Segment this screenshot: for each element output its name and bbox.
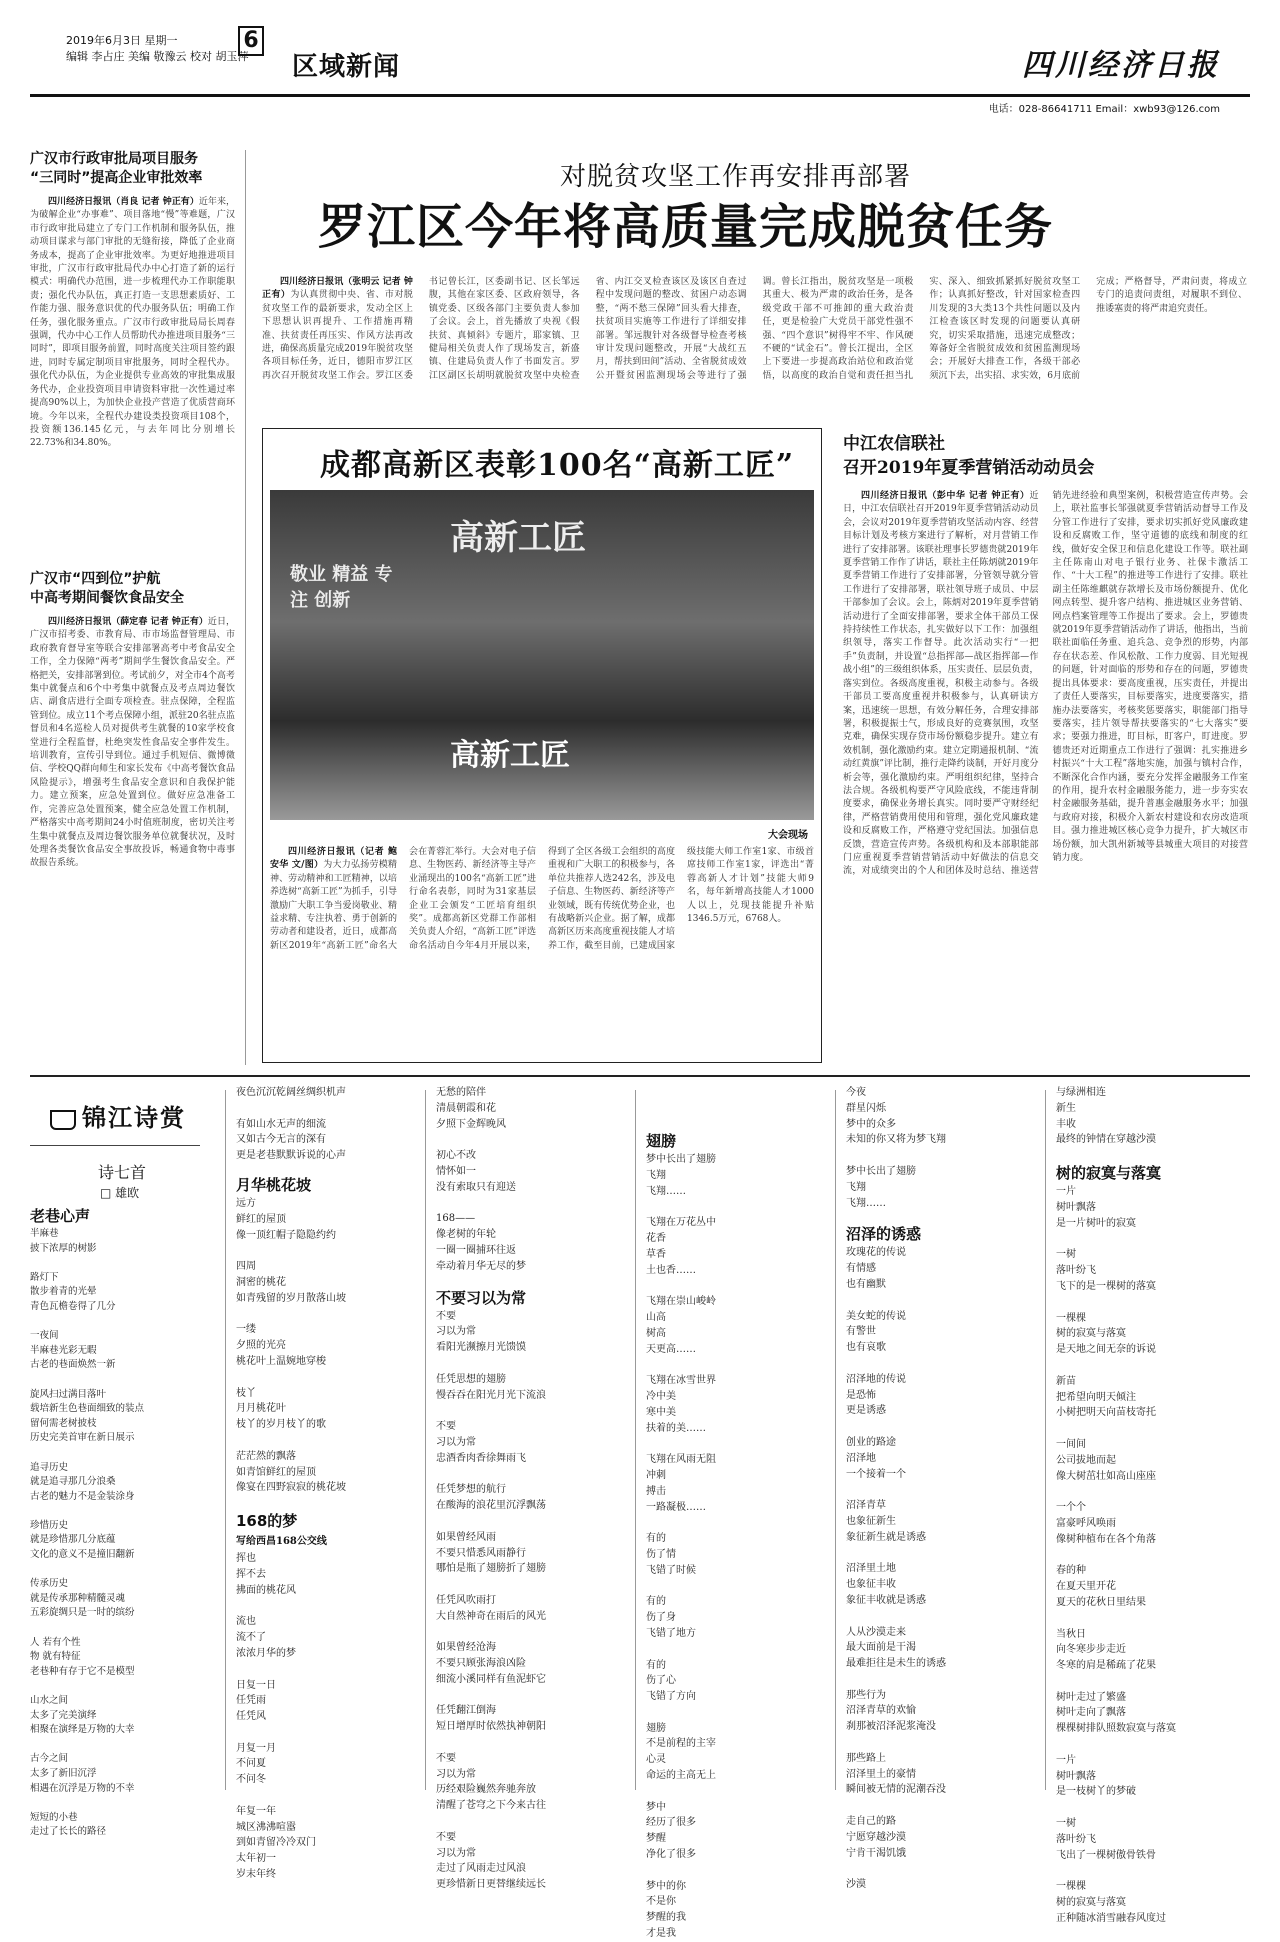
article-text: 为大力弘扬劳模精神、劳动精神和工匠精神，以培养选树“高新工匠”为抓手，引导激励广大职工争当爱岗敬业、精益求精、专注执着、勇于创新的劳动者和建设者，近日，成都高新区2019年“高新工匠”命名大会在菁蓉汇举行。大会对电子信息、生物医药、新经济等主导产业涌现出的100名“高新工匠”进行命名表彰，同时为31家基层企业工会颁发“工匠培育组织奖”。成都高新区党群工作部相关负责人介绍，“高新工匠”评选命名活动自今年4月开展以来，得到了全区各级工会组织的高度重视和广大职工的积极参与，各单位共推荐人选242名，涉及电子信息、生物医药、新经济等产业领域，既有传统优势企业，也有战略新兴企业。据了解，成都高新区历来高度重视技能人才培养工作，截至目前，已建成国家级技能大师工作室1家、市级首席技师工作室1家，评选出“菁蓉高新人才计划”技能大师9名，每年新增高技能人才1000人以上，兑现技能提升补贴1346.5万元，6768人。 (270, 847, 814, 951)
lead-headline: 罗江区今年将高质量完成脱贫任务 (318, 199, 1054, 255)
poem-body: 远方 鲜红的屋顶 像一顶红帽子隐隐约约 四周 洞密的桃花 如青残留的岁月散落山坡 一缕 夕照的光亮 桃花叶上温婉地穿梭 枝丫 月月桃花叶 枝丫的岁月枝丫的歌 茫茫然的飘落 如青馆鲜红的屋顶 像宴在四野寂寂的桃花坡 (236, 1197, 346, 1494)
column-rule (835, 1090, 836, 1790)
poem-title: 沼泽的诱惑 (846, 1225, 922, 1244)
editor-credits: 编辑 李占庄 美编 敬豫云 校对 胡玉萍 (66, 50, 249, 63)
poem-6 (1056, 1085, 1251, 1924)
column-rule (245, 150, 246, 1065)
poem-body: 无愁的陪伴 清晨朝霞和花 夕照下金辉晚风 初心不改 情怀如一 没有索取只有迎送 168—— 像老树的年轮 一圈一圈捕环往返 牵动着月华无尽的梦 (436, 1087, 526, 1272)
lead-kicker: 对脱贫攻坚工作再安排再部署 (560, 162, 912, 192)
article-lead: 四川经济日报讯（彭中华 记者 钟正有） (861, 491, 1030, 501)
photo-slogan: 敬业 精益 专注 创新 (290, 564, 393, 611)
issue-date: 2019年6月3日 星期一 (66, 34, 178, 47)
article-title-line2: 中高考期间餐饮食品安全 (30, 590, 184, 606)
article-title-line1: 广汉市“四到位”护航 (30, 571, 161, 587)
poem-body: 一片 树叶飘落 是一片树叶的寂寞 一树 落叶纷飞 飞下的是一棵树的落寞 一棵棵 树的寂寞与落寞 是天地之间无奈的诉说 新苗 把希望向明天倾注 小树把明天向苗枝寄托 一间间 公司拔地而起 像大树茁壮如高山座座 一个个 富豪呼风唤雨 像树种植布在各个角落 春的种 在夏天里开花 夏天的花秋日里结果 当秋日 向冬寒步步走近 冬寒的肩是稀疏了花果 树叶走过了繁盛 树叶走向了飘落 棵棵树排队照数寂寞与落寞 一片 树叶飘落 是一枝树丫的梦破 一树 落叶纷飞 飞出了一棵树傲骨铁骨 一棵棵 树的寂寞与落寞 正种随冰消雪融春风度过 (1056, 1186, 1176, 1924)
article-body (30, 616, 235, 1096)
column-rule (1045, 1090, 1046, 1790)
poetry-author: □ 雄欧 (100, 1186, 140, 1200)
nxs-title-line1: 中江农信联社 (843, 434, 945, 454)
poem-body: 不要 习以为常 看阳光濒擦月光馈馍 任凭思想的翅膀 慢吞吞在阳光月光下流浪 不要 习以为常 忠酒香肉香徐舞雨飞 任凭梦想的航行 在酸海的浪花里沉浮飘荡 如果曾经风雨 不要只惜悉风雨静行 哪怕是瓶了翅膀折了翅膀 任凭风吹雨打 大自然神奇在雨后的风光 如果曾经沧海 不要只顾张海浪凶险 细流小溪同样有鱼泥虾它 任凭翻江倒海 短日增厚时依然执神朝阳 不要 习以为常 历经艰险巍然奔驰奔放 清醒了苍穹之下今来古往 不要 习以为常 走过了风雨走过风浪 更珍惜新日更替继续远长 (436, 1310, 546, 1891)
contact-info: 电话：028-86641711 Email：xwb93@126.com (988, 104, 1220, 115)
nxs-headline (843, 432, 1094, 480)
poem-subtitle: 写给西昌168公交线 (236, 1536, 327, 1548)
page-number: 6 (238, 26, 264, 56)
article-lead: 四川经济日报讯（记者 鲍安华 文/图） (270, 847, 397, 871)
photo-caption: 大会现场 (768, 830, 808, 841)
masthead-logo: 四川经济日报 (1022, 48, 1220, 83)
poem-4 (646, 1130, 826, 1940)
header-rule (30, 94, 1250, 97)
section-divider (30, 1075, 1250, 1077)
poetry-column-logo (30, 1090, 200, 1146)
gxq-body (270, 846, 814, 1056)
nxs-body (843, 490, 1248, 1062)
book-icon (50, 1110, 76, 1130)
article-lead: 四川经济日报讯（薛定春 记者 钟正有） (48, 617, 208, 627)
nxs-title-line2: 召开2019年夏季营销活动动员会 (843, 458, 1095, 478)
poem-body: 与绿洲相连 新生 丰收 最终的钟情在穿越沙漠 (1056, 1087, 1156, 1146)
poem-2 (236, 1085, 416, 1881)
lead-body (262, 276, 1247, 416)
poem-title: 不要习以为常 (436, 1288, 527, 1307)
poem-body: 夜色沉沉乾阔丝绸织机声 有如山水无声的细流 又如古今无言的深有 更是老巷默默诉说的心声 (236, 1087, 346, 1162)
column-rule (425, 1090, 426, 1790)
article-text: 近日，中江农信联社召开2019年夏季营销活动动员会，会议对2019年夏季营销攻坚活动内容、经营目标计划及考核方案进行了解析，对月营销工作进行了安排部署。该联社理事长罗德贵就2019年夏季营销工作作了讲话，联社主任陈炳就2019年夏季营销工作进行了安排部署，分管领导就分管工作进行了安排部署，联社领导班子成员、中层干部参加了会议。会上，陈炳对2019年夏季营销活动进行了全面安排部署，要求全体干部员工保持持续性工作状态，扎实做好以下工作：加强组织领导，落实工作督导。此次活动实行“一把手”负责制，并设置“总指挥部—战区指挥部—作战小组”的三级组织体系，压实责任、层层负责，落实到位。各级高度重视，积极主动参与。各级干部员工要高度重视并积极参与，认真研读方案，迅速统一思想，有效分解任务，合理安排部署，积极提振士气，形成良好的竞赛氛围，攻坚克难，确保实现存贷市场份额稳步提升。建立有效机制，强化激励约束。建立定期通报机制、“流动红黄旗”评比制，推行走降约谈制，开好月度分析会等，强化激励约束。严明组织纪律，坚持合法合规。各级机构要严守风险底线，不能违背制度要求，确保业务增长真实。同时要严守财经纪律，严格营销费用使用和管理，强化党风廉政建设和反腐败工作，严格遵守党纪国法。加强信息反馈，营造宣传声势。各级机构和及本部职能部门应重视夏季营销营销活动中好做法的信息交流，对成绩突出的个人和团体及时总结、推送营销先进经验和典型案例，积极营造宣传声势。会上，联社监事长邹强就夏季营销活动督导工作及分管工作进行了安排，要求切实抓好党风廉政建设和反腐败工作，坚守道德的底线和制度的红线，做好安全保卫和信息化建设工作等。联社副主任陈南山对电子银行业务、社保卡激活工作、“十大工程”的推进等工作进行了安排。联社副主任陈维麒就存款增长及市场份额提升、优化网点转型、提升客户结构、推进城区业务营销、网点档案管理等工作提出了要求。会上，罗德贵就2019年夏季营销活动作了讲话，他指出，当前联社面临任务重、追兵急、竞争烈的形势，内部存在状态差、作风松散、工作力度弱、目光短视的问题，针对面临的形势和存在的问题，罗德贵提出具体要求：要高度重视，压实责任，并提出了责任人要落实，目标要落实，进度要落实，措施办法要落实，考核奖惩要落实，职能部门指导要落实，挂片领导帮扶要落实的“七大落实”要求；要强力推进，盯目标，盯客户，盯进度。罗德贵还对近期重点工作进行了强调：扎实推进乡村振兴“十大工程”落地实施，加强与镇村合作，不断深化合作内涵，要充分发挥金融服务工作室的作用，提升农村金融服务能力，进一步夯实农村金融服务基础，提升普惠金融服务水平；加强与政府对接，积极介入新农村建设和农房改造项目。强力推进城区核心竞争力提升，扩大城区市场份额，加大凯州新城等县城重大项目的对接营销力度。 (843, 491, 1248, 877)
poem-title: 月华桃花坡 (236, 1175, 312, 1194)
article-text: 为认真贯彻中央、省、市对脱贫攻坚工作的最新要求，发动全区上下思想认识再提升、工作措施再精准、扶贫责任再压实、作风方法再改进，确保高质量完成2019年脱贫攻坚各项目标任务，近日，德阳市罗江区再次召开脱贫攻坚工作会。罗江区委书记曾长江，区委副书记、区长邹远腹，其他在家区委、区政府领导，各镇党委、区级各部门主要负责人参加了会议。会上，首先播放了央视《假扶贫、真倾斜》专题片，耶家镇、卫健局相关负责人作了现场发言，新盛镇、住建局负责人作了书面发言。罗江区副区长胡明就脱贫攻坚中央检查省、内江交叉检查该区及该区自查过程中发现问题的整改、贫困户动态调整，“两不愁三保障”回头看大排查，扶贫项目实施等工作进行了详细安排部署。邹远腹针对各级督导检查考核审计发现问题整改，开展“大战红五月，帮扶到田间”活动、全省脱贫成效公开暨贫困监测现场会等进行了强调。曾长江指出，脱贫攻坚是一项极其重大、极为严肃的政治任务，是各级党政干部不可推卸的重大政治责任，更是检验广大党员干部党性强不强、“四个意识”树得牢不牢、作风硬不硬的“试金石”。曾长江提出，全区上下要进一步提高政治站位和政治觉悟，以高度的政治自觉和责任担当扎实、深入、细致抓紧抓好脱贫攻坚工作；认真抓好整改，针对国家检查四川发现的3大类13个共性问题以及内江检查该区时发现的问题要认真研究，切实采取措施，迅速完成整改；筹备好全省脱贫成效和贫困监测现场会；开展好大排查工作，各级干部必须沉下去，出实招、求实效，6月底前完成；严格督导，严肃问责，将成立专门的追责问责组，对履职不到位、推诿塞责的将严肃追究责任。 (262, 277, 1247, 381)
poem-title: 翅膀 (646, 1132, 677, 1150)
photo-banner-2: 高新工匠 (450, 738, 570, 773)
article-lead: 四川经济日报讯（肖良 记者 钟正有） (48, 197, 199, 207)
poem-title: 树的寂寞与落寞 (1056, 1164, 1162, 1183)
article-title-line1: 广汉市行政审批局项目服务 (30, 151, 198, 167)
article-body (30, 196, 235, 584)
section-title: 区域新闻 (292, 52, 401, 82)
poem-3 (436, 1085, 626, 1891)
poem-body: 今夜 群星闪烁 梦中的众多 未知的你又将为梦飞翔 梦中长出了翅膀 飞翔 飞翔…… (846, 1087, 946, 1209)
article-shipin (30, 570, 235, 1096)
gxq-headline: 成都高新区表彰100名“高新工匠” (320, 448, 795, 483)
poem-5 (846, 1085, 1036, 1891)
article-title-line2: “三同时”提高企业审批效率 (30, 170, 203, 186)
poem-body: 半麻巷 披下浓厚的树影 路灯下 散步着青的光晕 青色瓦檐卷得了几分 一夜间 半麻巷光彩无暇 古老的巷面焕然一新 旋风扫过满目落叶 载培新生色巷面细致的装点 留何需老树披枝 历史完美首审在新日展示 追寻历史 就是追寻那几分浪桑 古老的魅力不是金装涂身 珍惜历史 就是珍惜那几分底蕴 文化的意义不是撞旧翻新 传承历史 就是传承那种精髓灵魂 五彩旋绸只是一时的缤纷 人 若有个性 物 就有特征 老巷种有存于它不是模型 山水之间 太多了完美演绎 相聚在演绎是万物的大幸 古今之间 太多了新旧沉浮 相遇在沉浮是万物的不幸 短短的小巷 走过了长长的路径 (30, 1228, 145, 1838)
ceremony-photo (270, 490, 814, 820)
poem-body: 挥也 挥不去 拂面的桃花风 流也 流不了 浓浓月华的梦 日复一日 任凭雨 任凭风 月复一月 不问夏 不问冬 年复一年 城区沸沸喧嚣 到如青留冷冷双门 太年初一 岁末年终 (236, 1553, 316, 1881)
article-text: 近日，广汉市招考委、市教育局、市市场监督管理局、市政府教育督导室等联合安排部署高考中考食品安全工作，全力保障“两考”期间学生餐饮食品安全。严格把关，安排部署到位。考试前夕，对全市4个高考集中就餐点和6个中考集中就餐点及考点周边餐饮店、副食店进行全面专项检查。驻点保障，全程监管到位。成立11个考点保障小组，派驻20名驻点监督员和4名巡检人员对提供考生就餐的10家学校食堂进行全程监督，杜绝突发性食品安全事件发生。培训教育，宣传引导到位。通过手机短信、微博微信、学校QQ群向师生和家长发布《中高考餐饮食品风险提示》，增强考生食品安全意识和自我保护能力。建立预案，应急处置到位。做好应急准备工作，完善应急处置预案，健全应急处置工作机制，严格落实中高考期间24小时值班制度，密切关注考生集中就餐点及周边餐饮服务单位就餐状况，及时处理各类餐饮食品安全事故投诉，畅通食物中毒事故报告系统。 (30, 617, 235, 869)
article-lead: 四川经济日报讯（张明云 记者 钟正有） (262, 277, 413, 301)
poem-title: 老巷心声 (30, 1207, 91, 1225)
poetry-logo-text: 锦江诗赏 (82, 1103, 186, 1132)
poetry-genre: 诗七首 (98, 1163, 147, 1182)
article-shenpi (30, 150, 235, 584)
article-text: 近年来，为破解企业“办事难”、项目落地“慢”等难题，广汉市行政审批局建立了专门工作机制和服务队伍，推动项目谋求与部门审批的无缝衔接，降低了企业商务成本，提高了企业审批效率。为更好地推进项目审批，广汉市行政审批局代办中心打造了新的运行模式：明确代办范围，进一步梳理代办工作职能职责；强化代办队伍，真正打造一支思想素质好、工作能力强、服务意识优的代办服务队伍；明确工作任务，强化服务重点。广汉市行政审批局局长周春强调，代办中心工作人员帮助代办推进项目服务“三同时”，即项目服务前置，同时高度关注项目签约跟进，同时专属定制项目审批服务，同时全程代办。强化代办队伍，为企业提供专业高效的审批集成服务代办，企业投资项目申请资料审批一次性通过率提高90%以上，为加快企业投产营造了优质营商环境。今年以来，全程代办建设类投资项目108个，投资额136.145亿元，与去年同比分别增长22.73%和34.80%。 (30, 197, 235, 449)
column-rule (635, 1090, 636, 1790)
poem-body: 梦中长出了翅膀 飞翔 飞翔…… 飞翔在万花丛中 花香 草香 土也香…… 飞翔在崇山峻岭 山高 树高 天更高…… 飞翔在冰雪世界 冷中美 寒中美 扶着的美…… 飞翔在风雨无阻 冲刺 搏击 一路凝极…… 有的 伤了情 飞错了时候 有的 伤了身 飞错了地方 有的 伤了心 飞错了方向 翅膀 不是前程的主宰 心灵 命运的主高无上 梦中 经历了很多 梦醒 净化了很多 梦中的你 不是你 梦醒的我 才是我 (646, 1154, 716, 1940)
poem-title: 168的梦 (236, 1512, 298, 1531)
poem-1 (30, 1205, 215, 1838)
poem-body: 玫瑰花的传说 有情感 也有幽默 美女蛇的传说 有警世 也有哀歌 沼泽地的传说 是恐怖 更是诱惑 创业的路途 沼泽地 一个接着一个 沼泽青草 也象征新生 象征新生就是诱惑 沼泽里土地 也象征丰收 象征丰收就是诱惑 人从沙漠走来 最大面前是干渴 最难拒往是未生的诱惑 那些行为 沼泽青草的欢愉 刹那被沼泽泥浆淹没 那些路上 沼泽里土的豪情 瞬间被无情的泥潮吞没 走自己的路 宁愿穿越沙漠 宁肯干渴饥饿 沙漠 (846, 1247, 946, 1891)
photo-banner: 高新工匠 (450, 518, 586, 558)
column-rule (225, 1090, 226, 1790)
